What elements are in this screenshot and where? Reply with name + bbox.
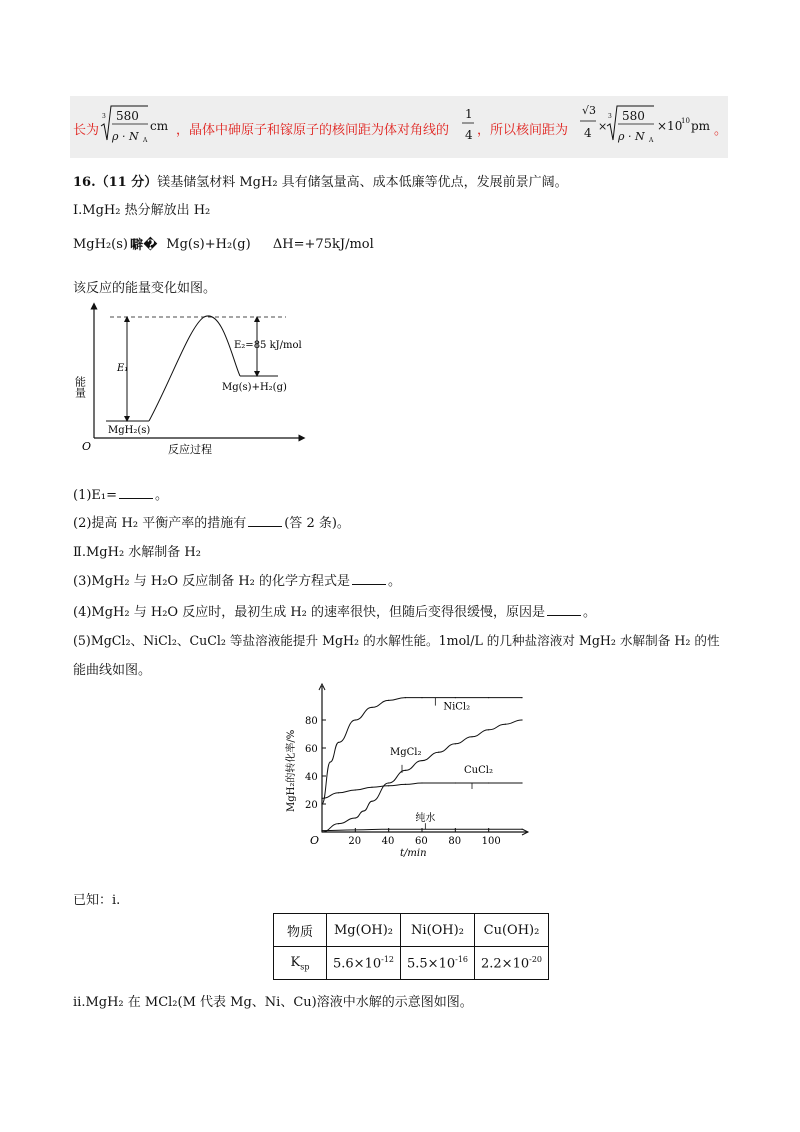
q2-answer-blank: [248, 514, 282, 527]
x-tick-label: 20: [348, 836, 362, 847]
y-axis-label: MgH₂的转化率/%: [286, 729, 297, 812]
data-point: [421, 760, 422, 761]
svg-text:A: A: [649, 137, 654, 144]
data-point: [471, 736, 472, 737]
data-point: [521, 719, 522, 720]
x-axis-label: t/min: [400, 848, 427, 859]
known-2: ⅱ.MgH₂ 在 MCl₂(M 代表 Mg、Ni、Cu)溶液中水解的示意图如图。: [73, 995, 473, 1010]
data-point: [388, 782, 389, 783]
question-title: 16.（11 分）镁基储氢材料 MgH₂ 具有储氢量高、成本低廉等优点，发展前景广阔。: [73, 175, 568, 190]
data-point: [438, 752, 439, 753]
series-label: CuCl₂: [464, 765, 493, 776]
y-tick-label: 40: [305, 772, 318, 783]
section-2-heading: Ⅱ.MgH₂ 水解制备 H₂: [73, 545, 201, 560]
unit-cm: cm: [150, 119, 169, 133]
data-point: [488, 782, 489, 783]
value-cell: $2.2\times 10^{-20}$: [475, 947, 549, 980]
data-point: [488, 697, 489, 698]
root-numerator: 580: [116, 109, 139, 123]
data-point: [355, 719, 356, 720]
known-label: 已知：ⅰ.: [73, 893, 121, 908]
data-point: [405, 784, 406, 785]
y-tick-label: 60: [305, 744, 318, 755]
y-tick-label: 20: [305, 800, 318, 811]
value-cell: $5.6\times 10^{-12}$: [327, 947, 401, 980]
root-index: 3: [102, 113, 106, 120]
data-point: [388, 829, 389, 830]
svg-text:10: 10: [681, 117, 690, 125]
data-point: [488, 729, 489, 730]
series-label: 纯水: [415, 813, 436, 825]
data-point: [321, 831, 322, 832]
data-point: [521, 697, 522, 698]
product-label: Mg(s)+H₂(g): [222, 382, 287, 393]
root-denominator: ρ · N: [112, 130, 139, 143]
y-tick-label: 80: [305, 716, 318, 727]
q2: (2)提高 H₂ 平衡产率的措施有 (答 2 条)。: [73, 516, 350, 531]
section-1-heading: Ⅰ.MgH₂ 热分解放出 H₂: [73, 203, 211, 218]
data-point: [338, 823, 339, 824]
data-point: [330, 761, 331, 762]
data-point: [505, 724, 506, 725]
data-point: [421, 697, 422, 698]
svg-text:。: 。: [714, 123, 728, 138]
data-point: [521, 829, 522, 830]
q5-line-1: (5)MgCl₂、NiCl₂、CuCl₂ 等盐溶液能提升 MgH₂ 的水解性能。1mol/L 的几种盐溶液对 MgH₂ 水解制备 H₂ 的性: [73, 633, 720, 648]
data-point: [455, 829, 456, 830]
answer-prefix: 长为: [73, 123, 100, 138]
reactant-label: MgH₂(s): [108, 425, 151, 436]
data-point: [371, 707, 372, 708]
x-tick-label: 40: [381, 836, 395, 847]
ksp-table: [273, 913, 549, 980]
svg-text:4: 4: [465, 128, 473, 142]
table-row: [274, 914, 549, 947]
data-point: [321, 803, 322, 804]
data-point: [321, 798, 322, 799]
svg-text:×10: ×10: [657, 119, 683, 133]
chart-origin: O: [310, 834, 320, 847]
q3-answer-blank: [352, 572, 386, 585]
series-label: MgCl₂: [390, 746, 422, 758]
svg-text:4: 4: [584, 126, 592, 140]
energy-origin: O: [82, 440, 92, 453]
data-point: [455, 697, 456, 698]
q1: (1)E₁= 。: [73, 488, 169, 503]
svg-text:3: 3: [608, 113, 612, 120]
data-point: [405, 770, 406, 771]
svg-text:ρ · N: ρ · N: [618, 130, 645, 143]
energy-y-label: 能量: [73, 376, 87, 398]
data-point: [521, 782, 522, 783]
data-point: [338, 792, 339, 793]
data-point: [455, 743, 456, 744]
data-point: [363, 810, 364, 811]
energy-x-label: 反应过程: [168, 443, 212, 456]
data-point: [421, 782, 422, 783]
energy-diagram: [72, 298, 312, 460]
data-point: [355, 829, 356, 830]
data-point: [455, 782, 456, 783]
x-tick-label: 80: [448, 836, 462, 847]
data-point: [388, 785, 389, 786]
data-point: [388, 700, 389, 701]
answer-suffix: ，所以核间距为: [477, 123, 569, 138]
decomposition-equation: MgH₂(s) 噼� Mg(s)+H₂(g) ΔH=+75kJ/mol: [73, 237, 374, 252]
row-label-cell: $K_{sp}$: [274, 947, 327, 980]
svg-text:A: A: [143, 137, 148, 144]
data-point: [355, 817, 356, 818]
svg-text:1: 1: [465, 107, 473, 121]
q4-answer-blank: [547, 603, 581, 616]
svg-text:√3: √3: [582, 104, 597, 117]
equation-arrow-glyph: 噼�: [130, 238, 158, 253]
series-line: [322, 698, 522, 804]
data-point: [421, 829, 422, 830]
data-point: [321, 830, 322, 831]
conversion-chart: [280, 682, 540, 862]
q4: (4)MgH₂ 与 H₂O 反应时，最初生成 H₂ 的速率很快，但随后变得很缓慢，原因是 。: [73, 605, 597, 620]
header-cell: 物质: [274, 914, 327, 947]
value-cell: $5.5\times 10^{-16}$: [401, 947, 475, 980]
data-point: [405, 697, 406, 698]
header-cell: Ni(OH)₂: [401, 914, 475, 947]
q3: (3)MgH₂ 与 H₂O 反应制备 H₂ 的化学方程式是 。: [73, 574, 402, 589]
svg-text:580: 580: [622, 109, 645, 123]
data-point: [488, 829, 489, 830]
data-point: [371, 801, 372, 802]
svg-text:×: ×: [598, 120, 608, 133]
header-cell: Cu(OH)₂: [475, 914, 549, 947]
header-cell: Mg(OH)₂: [327, 914, 401, 947]
e1-label: E₁: [117, 363, 129, 374]
series-line: [322, 783, 522, 798]
unit-pm: pm: [691, 119, 711, 133]
table-row: [274, 947, 549, 980]
series-label: NiCl₂: [443, 701, 471, 713]
answer-middle: ，晶体中砷原子和镓原子的核间距为体对角线的: [176, 123, 450, 138]
data-point: [355, 789, 356, 790]
q5-line-2: 能曲线如图。: [73, 663, 152, 678]
x-tick-label: 100: [481, 836, 501, 847]
data-point: [371, 787, 372, 788]
energy-intro: 该反应的能量变化如图。: [73, 281, 217, 296]
q1-answer-blank: [119, 486, 153, 499]
answer-formula: [70, 96, 728, 158]
data-point: [338, 742, 339, 743]
energy-profile-curve: [149, 316, 240, 421]
e2-label: E₂=85 kJ/mol: [234, 340, 302, 351]
x-tick-label: 60: [415, 836, 428, 847]
